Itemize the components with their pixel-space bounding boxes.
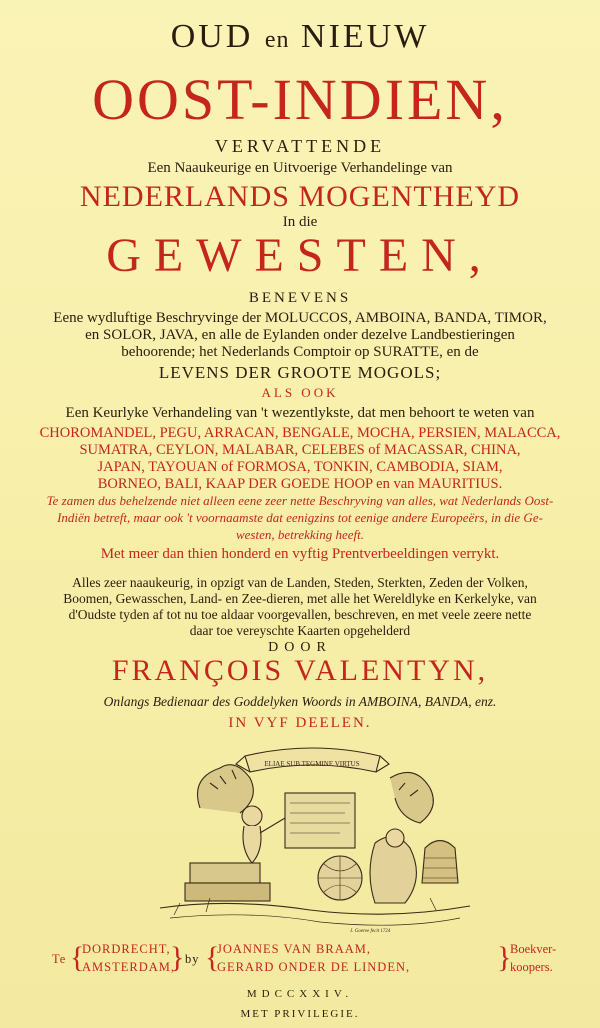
description-line: d'Oudste tyden af tot nu toe aldaar voorgevallen, beschreven, en met veele zeere nette bbox=[68, 607, 532, 622]
imprint-by: by bbox=[185, 952, 200, 966]
imprint-city-1: DORDRECHT, bbox=[82, 942, 171, 956]
places-line: JAPAN, TAYOUAN of FORMOSA, TONKIN, CAMBODIA, SIAM, bbox=[97, 459, 503, 475]
gewesten-heading: GEWESTEN, bbox=[106, 229, 494, 282]
imprint-printer-1: JOANNES VAN BRAAM, bbox=[217, 942, 372, 956]
brace-right-icon: } bbox=[170, 941, 186, 974]
places-list bbox=[0, 425, 600, 493]
description-line: Alles zeer naaukeurig, in opzigt van de Landen, Steden, Sterkten, Zeden der Volken, bbox=[72, 575, 528, 590]
als-ook-intro: Een Keurlyke Verhandeling van 't wezentlykste, dat men behoort te weten van bbox=[65, 405, 535, 421]
title-word-en: en bbox=[264, 27, 290, 53]
benevens-paragraph bbox=[0, 310, 600, 361]
vignette-signature: J. Goeree fecit 1724 bbox=[350, 929, 391, 934]
in-die-text: In die bbox=[282, 214, 318, 230]
year-line: MDCCXXIV. bbox=[246, 988, 354, 1000]
imprint-trade-2: koopers. bbox=[510, 960, 553, 974]
benevens-line: behoorende; het Nederlands Comptoir op SURATTE, en de bbox=[121, 344, 479, 360]
description-line: daar toe vereyschte Kaarten opgehelderd bbox=[189, 623, 411, 638]
volumes-line: IN VYF DEELEN. bbox=[228, 715, 372, 731]
title-word-nieuw: NIEUW bbox=[301, 18, 430, 55]
imprint-trade-1: Boekver- bbox=[510, 942, 557, 956]
author-name: FRANÇOIS VALENTYN, bbox=[111, 654, 489, 687]
italic-note-line: westen, betrekking heeft. bbox=[235, 527, 365, 542]
italic-note-line: Te zamen dus behelzende niet alleen eene zeer nette Beschryving van alles, wat Nederlands Oost- bbox=[46, 493, 554, 508]
engraved-vignette bbox=[140, 738, 485, 938]
places-line: SUMATRA, CEYLON, MALABAR, CELEBES of MACASSAR, CHINA, bbox=[79, 442, 521, 458]
benevens-line: Eene wydluftige Beschryvinge der MOLUCCOS, AMBOINA, BANDA, TIMOR, bbox=[53, 310, 547, 326]
imprint-printer-2: GERARD ONDER DE LINDEN, bbox=[217, 960, 411, 974]
imprint-block bbox=[0, 940, 600, 980]
brace-left-icon: { bbox=[70, 941, 86, 974]
description-paragraph bbox=[0, 575, 600, 639]
places-line: BORNEO, BALI, KAAP DER GOEDE HOOP en van MAURITIUS. bbox=[97, 476, 503, 492]
benevens-heading: BENEVENS bbox=[248, 290, 352, 306]
imprint-city-2: AMSTERDAM, bbox=[82, 960, 175, 974]
mogentheyd-heading: NEDERLANDS MOGENTHEYD bbox=[79, 180, 521, 213]
vignette-motto: ELIAE SUB TEGMINE VIRTUS bbox=[264, 760, 360, 768]
imprint-te: Te bbox=[52, 952, 67, 966]
levens-line: LEVENS DER GROOTE MOGOLS; bbox=[158, 363, 442, 382]
title-word-oud: OUD bbox=[170, 18, 254, 55]
subtitle-intro: Een Naaukeurige en Uitvoerige Verhandelinge van bbox=[147, 160, 453, 176]
title-line-1 bbox=[0, 18, 600, 56]
author-role: Onlangs Bedienaar des Goddelyken Woords in AMBOINA, BANDA, enz. bbox=[103, 694, 497, 709]
door-heading: DOOR bbox=[268, 640, 332, 655]
brace-left-icon: { bbox=[205, 941, 221, 974]
vervattende-heading: VERVATTENDE bbox=[214, 136, 386, 156]
prints-line: Met meer dan thien honderd en vyftig Prentverbeeldingen verrykt. bbox=[100, 546, 500, 562]
places-line: CHOROMANDEL, PEGU, ARRACAN, BENGALE, MOCHA, PERSIEN, MALACCA, bbox=[39, 425, 561, 441]
italic-note-line: Indiën betreft, maar ook 't voornaamste dat eenigzins tot eenige andere Europeërs, in die Ge- bbox=[57, 510, 543, 525]
privilege-line: MET PRIVILEGIE. bbox=[240, 1008, 360, 1020]
als-ook-heading: ALS OOK bbox=[261, 385, 339, 400]
description-line: Boomen, Gewasschen, Land- en Zee-dieren, met alle het Wereldlyke en Kerkelyke, van bbox=[63, 591, 537, 606]
benevens-line: en SOLOR, JAVA, en alle de Eylanden onder dezelve Landbestieringen bbox=[85, 327, 515, 343]
italic-note bbox=[0, 492, 600, 543]
title-line-2: OOST-INDIEN, bbox=[92, 67, 508, 132]
brace-right-icon: } bbox=[497, 941, 513, 974]
